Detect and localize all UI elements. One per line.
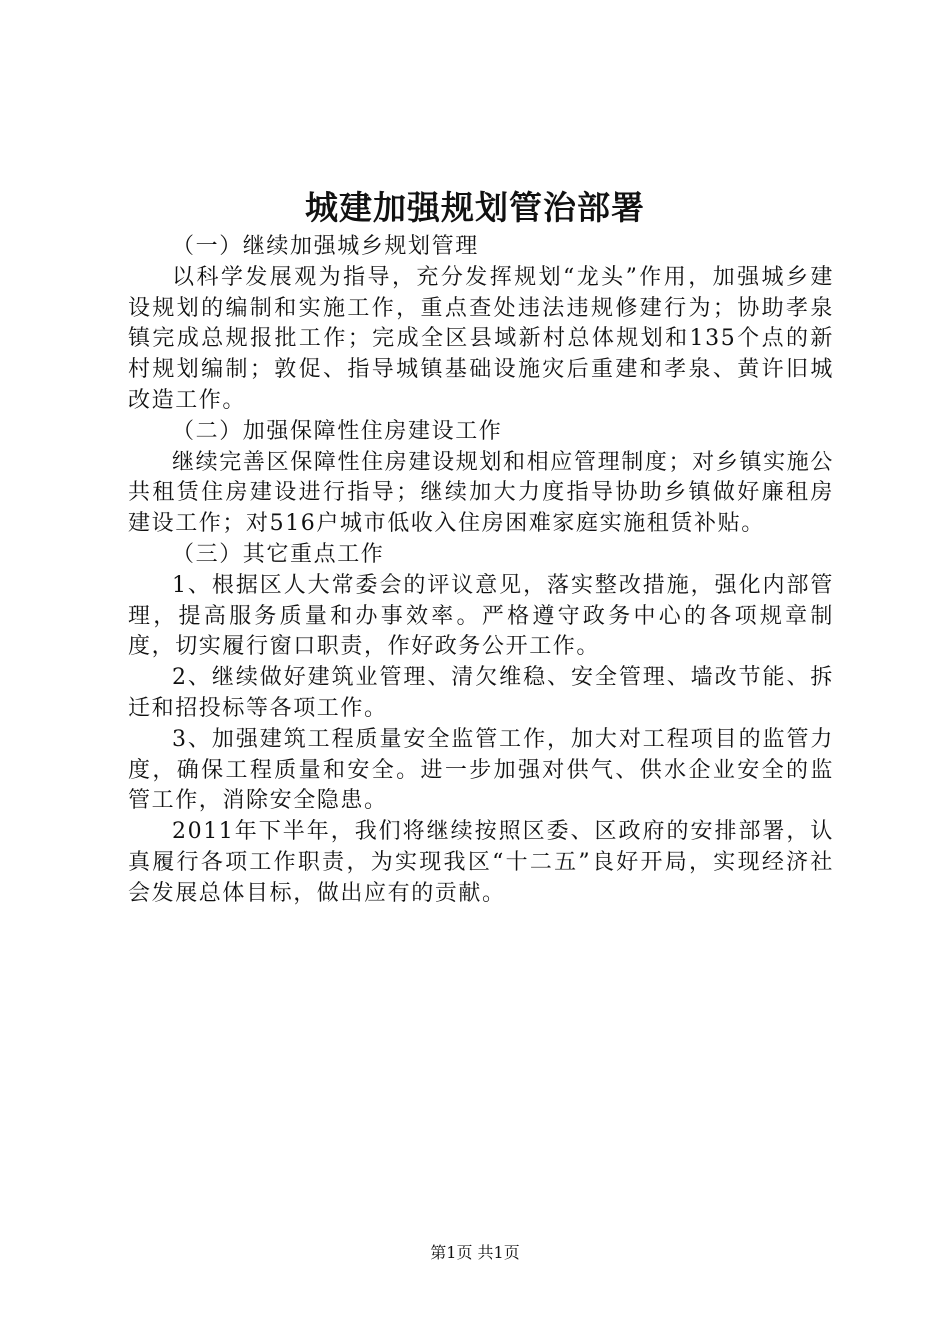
paragraph: 1、根据区人大常委会的评议意见，落实整改措施，强化内部管理，提高服务质量和办事效率。严格遵守政务中心的各项规章制度，切实履行窗口职责，作好政务公开工作。	[128, 572, 834, 660]
document-title: 城建加强规划管治部署	[305, 188, 645, 227]
paragraph: 2、继续做好建筑业管理、清欠维稳、安全管理、墙改节能、拆迁和招投标等各项工作。	[128, 665, 834, 721]
section-heading: （三）其它重点工作	[172, 541, 385, 567]
document-body	[128, 232, 834, 910]
paragraph: 3、加强建筑工程质量安全监管工作，加大对工程项目的监管力度，确保工程质量和安全。进一步加强对供气、供水企业安全的监管工作，消除安全隐患。	[128, 726, 834, 814]
paragraph: 以科学发展观为指导，充分发挥规划“龙头”作用，加强城乡建设规划的编制和实施工作，重点查处违法违规修建行为；协助孝泉镇完成总规报批工作；完成全区县域新村总体规划和135个点的新村规划编制；敦促、指导城镇基础设施灾后重建和孝泉、黄许旧城改造工作。	[128, 264, 834, 413]
section-heading: （二）加强保障性住房建设工作	[172, 418, 503, 444]
section-heading: （一）继续加强城乡规划管理	[172, 234, 479, 259]
closing-paragraph: 2011年下半年，我们将继续按照区委、区政府的安排部署，认真履行各项工作职责，为实现我区“十二五”良好开局，实现经济社会发展总体目标，做出应有的贡献。	[128, 819, 834, 906]
paragraph: 继续完善区保障性住房建设规划和相应管理制度；对乡镇实施公共租赁住房建设进行指导；继续加大力度指导协助乡镇做好廉租房建设工作；对516户城市低收入住房困难家庭实施租赁补贴。	[128, 449, 834, 537]
page-footer: 第1页 共1页	[430, 1243, 520, 1262]
